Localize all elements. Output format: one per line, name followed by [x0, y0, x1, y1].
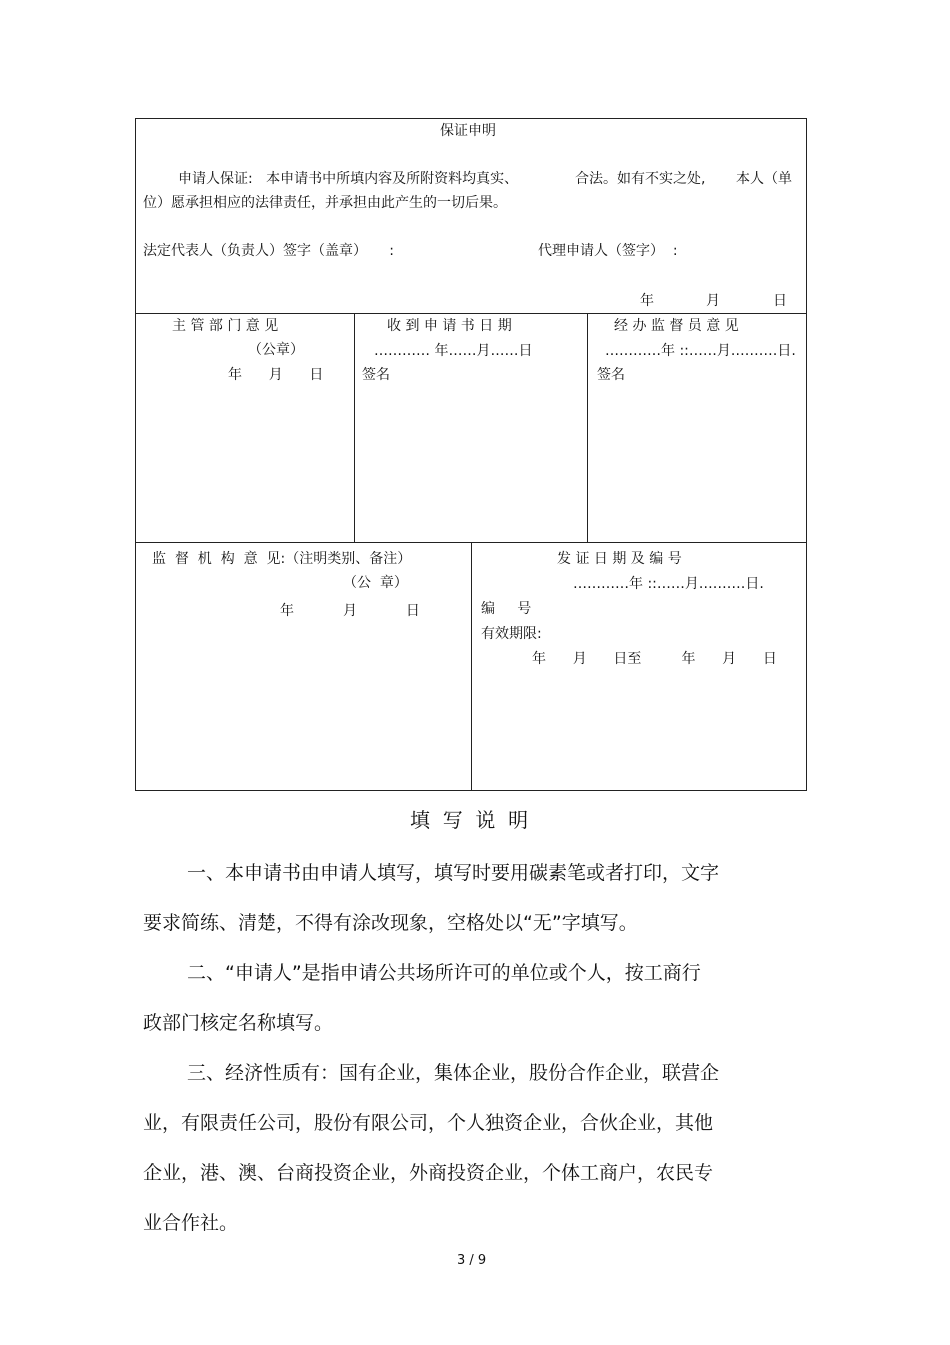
- legal-rep-signature: 法定代表人（负责人）签字（盖章） :: [143, 243, 394, 259]
- application-form: [135, 118, 807, 791]
- issue-title: 发 证 日 期 及 编 号: [557, 551, 682, 567]
- instruction-line: 要求简练、清楚，不得有涂改现象，空格处以“无”字填写。: [143, 912, 638, 934]
- guarantee-year: 年: [640, 293, 654, 309]
- supervision-date: 年 月 日: [280, 603, 420, 619]
- receipt-date-title: 收 到 申 请 书 日 期: [387, 318, 512, 334]
- handler-date: …………年 ::……月.………日.: [605, 343, 796, 359]
- issue-date: …………年 ::……月.………日.: [573, 576, 764, 592]
- instruction-line: 业，有限责任公司，股份有限公司，个人独资企业，合伙企业，其他: [143, 1112, 714, 1134]
- guarantee-day: 日: [773, 293, 787, 309]
- issue-number-label: 编 号: [481, 601, 532, 617]
- supervision-cell: [135, 542, 472, 791]
- guarantee-month: 月: [706, 293, 720, 309]
- guarantee-line1-a: 申请人保证: 本申请书中所填内容及所附资料均真实、: [178, 171, 519, 187]
- dept-date: 年 月 日: [228, 367, 324, 383]
- dept-opinion-title: 主 管 部 门 意 见: [172, 318, 279, 334]
- guarantee-line2: 位）愿承担相应的法律责任，并承担由此产生的一切后果。: [143, 195, 507, 211]
- receipt-date-value: ………… 年……月……日: [374, 343, 533, 359]
- dept-seal: （公章）: [248, 342, 304, 358]
- validity-dates: 年 月 日至 年 月 日: [532, 651, 777, 667]
- handler-opinion-title: 经 办 监 督 员 意 见: [614, 318, 739, 334]
- agent-signature: 代理申请人（签字） :: [538, 243, 678, 259]
- guarantee-line1-c: 本人（单: [736, 171, 792, 187]
- receipt-sign: 签名: [362, 367, 390, 383]
- page-number: 3 / 9: [457, 1253, 487, 1268]
- supervision-seal: （公 章）: [343, 575, 408, 591]
- instructions-title: 填 写 说 明: [410, 808, 529, 832]
- supervision-title: 监 督 机 构 意 见:（注明类别、备注）: [152, 551, 412, 567]
- guarantee-title: 保证申明: [440, 123, 496, 139]
- instruction-line: 企业，港、澳、台商投资企业，外商投资企业，个体工商户，农民专: [143, 1162, 714, 1184]
- instruction-line: 三、经济性质有：国有企业，集体企业，股份合作企业，联营企: [187, 1062, 720, 1084]
- instruction-line: 一、本申请书由申请人填写，填写时要用碳素笔或者打印，文字: [187, 862, 720, 884]
- handler-sign: 签名: [597, 367, 625, 383]
- instruction-line: 二、“申请人”是指申请公共场所许可的单位或个人，按工商行: [187, 962, 701, 984]
- guarantee-section: [135, 118, 807, 314]
- instruction-line: 政部门核定名称填写。: [143, 1012, 334, 1034]
- validity-label: 有效期限:: [481, 626, 542, 642]
- instruction-line: 业合作社。: [143, 1212, 239, 1234]
- guarantee-line1-b: 合法。如有不实之处,: [575, 171, 706, 187]
- dept-opinion-cell: [135, 313, 355, 543]
